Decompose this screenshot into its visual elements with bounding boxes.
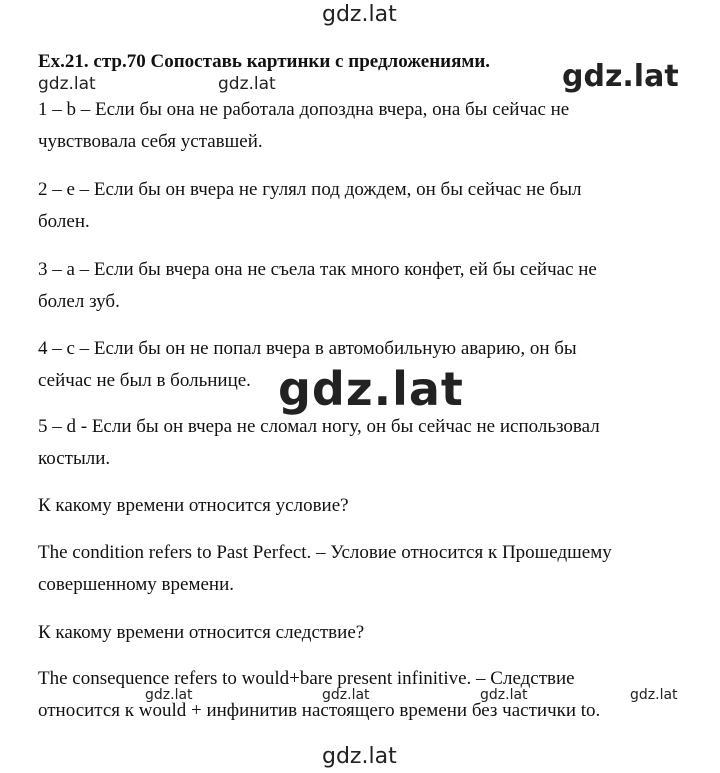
question-consequence: К какому времени относится следствие? xyxy=(38,622,365,643)
answer-item-4-line-2: сейчас не был в больнице. xyxy=(38,370,251,391)
answer-item-1-line-1: 1 – b – Если бы она не работала допоздна вчера, она бы сейчас не xyxy=(38,99,570,120)
question-condition: К какому времени относится условие? xyxy=(38,495,349,516)
answer-item-1 xyxy=(38,94,698,158)
answer-item-3 xyxy=(38,254,698,318)
answer-item-2-line-1: 2 – e – Если бы он вчера не гулял под дождем, он бы сейчас не был xyxy=(38,179,582,200)
answer-condition-line-2: совершенному времени. xyxy=(38,574,234,595)
answer-condition xyxy=(38,537,698,601)
watermark-large-right: gdz.lat xyxy=(562,59,679,94)
answer-consequence xyxy=(38,663,698,727)
answer-consequence-line-2: относится к would + инфинитив настоящего времени без частички to. xyxy=(38,700,601,721)
watermark-small-left: gdz.lat xyxy=(38,74,96,94)
answer-item-3-line-1: 3 – a – Если бы вчера она не съела так много конфет, ей бы сейчас не xyxy=(38,259,597,280)
exercise-heading: Ex.21. стр.70 Сопоставь картинки с предложениями. xyxy=(38,51,491,72)
watermark-inline-3: gdz.lat xyxy=(480,687,528,703)
answer-item-2 xyxy=(38,174,698,238)
watermark-inline-2: gdz.lat xyxy=(322,687,370,703)
answer-item-1-line-2: чувствовала себя уставшей. xyxy=(38,131,263,152)
answer-consequence-line-1: The consequence refers to would+bare present infinitive. – Следствие xyxy=(38,668,575,689)
answer-item-5-line-2: костыли. xyxy=(38,448,111,469)
answer-item-5 xyxy=(38,411,698,475)
answer-item-3-line-2: болел зуб. xyxy=(38,291,120,312)
answer-item-4 xyxy=(38,333,698,397)
answer-item-2-line-2: болен. xyxy=(38,211,90,232)
watermark-top: gdz.lat xyxy=(322,2,397,27)
watermark-inline-1: gdz.lat xyxy=(145,687,193,703)
answer-condition-line-1: The condition refers to Past Perfect. – Условие относится к Прошедшему xyxy=(38,542,612,563)
answer-item-4-line-1: 4 – c – Если бы он не попал вчера в автомобильную аварию, он бы xyxy=(38,338,577,359)
watermark-inline-4: gdz.lat xyxy=(630,687,678,703)
watermark-center: gdz.lat xyxy=(278,362,464,416)
watermark-small-middle: gdz.lat xyxy=(218,74,276,94)
answer-item-5-line-1: 5 – d - Если бы он вчера не сломал ногу, он бы сейчас не использовал xyxy=(38,416,600,437)
watermark-bottom: gdz.lat xyxy=(322,744,397,769)
